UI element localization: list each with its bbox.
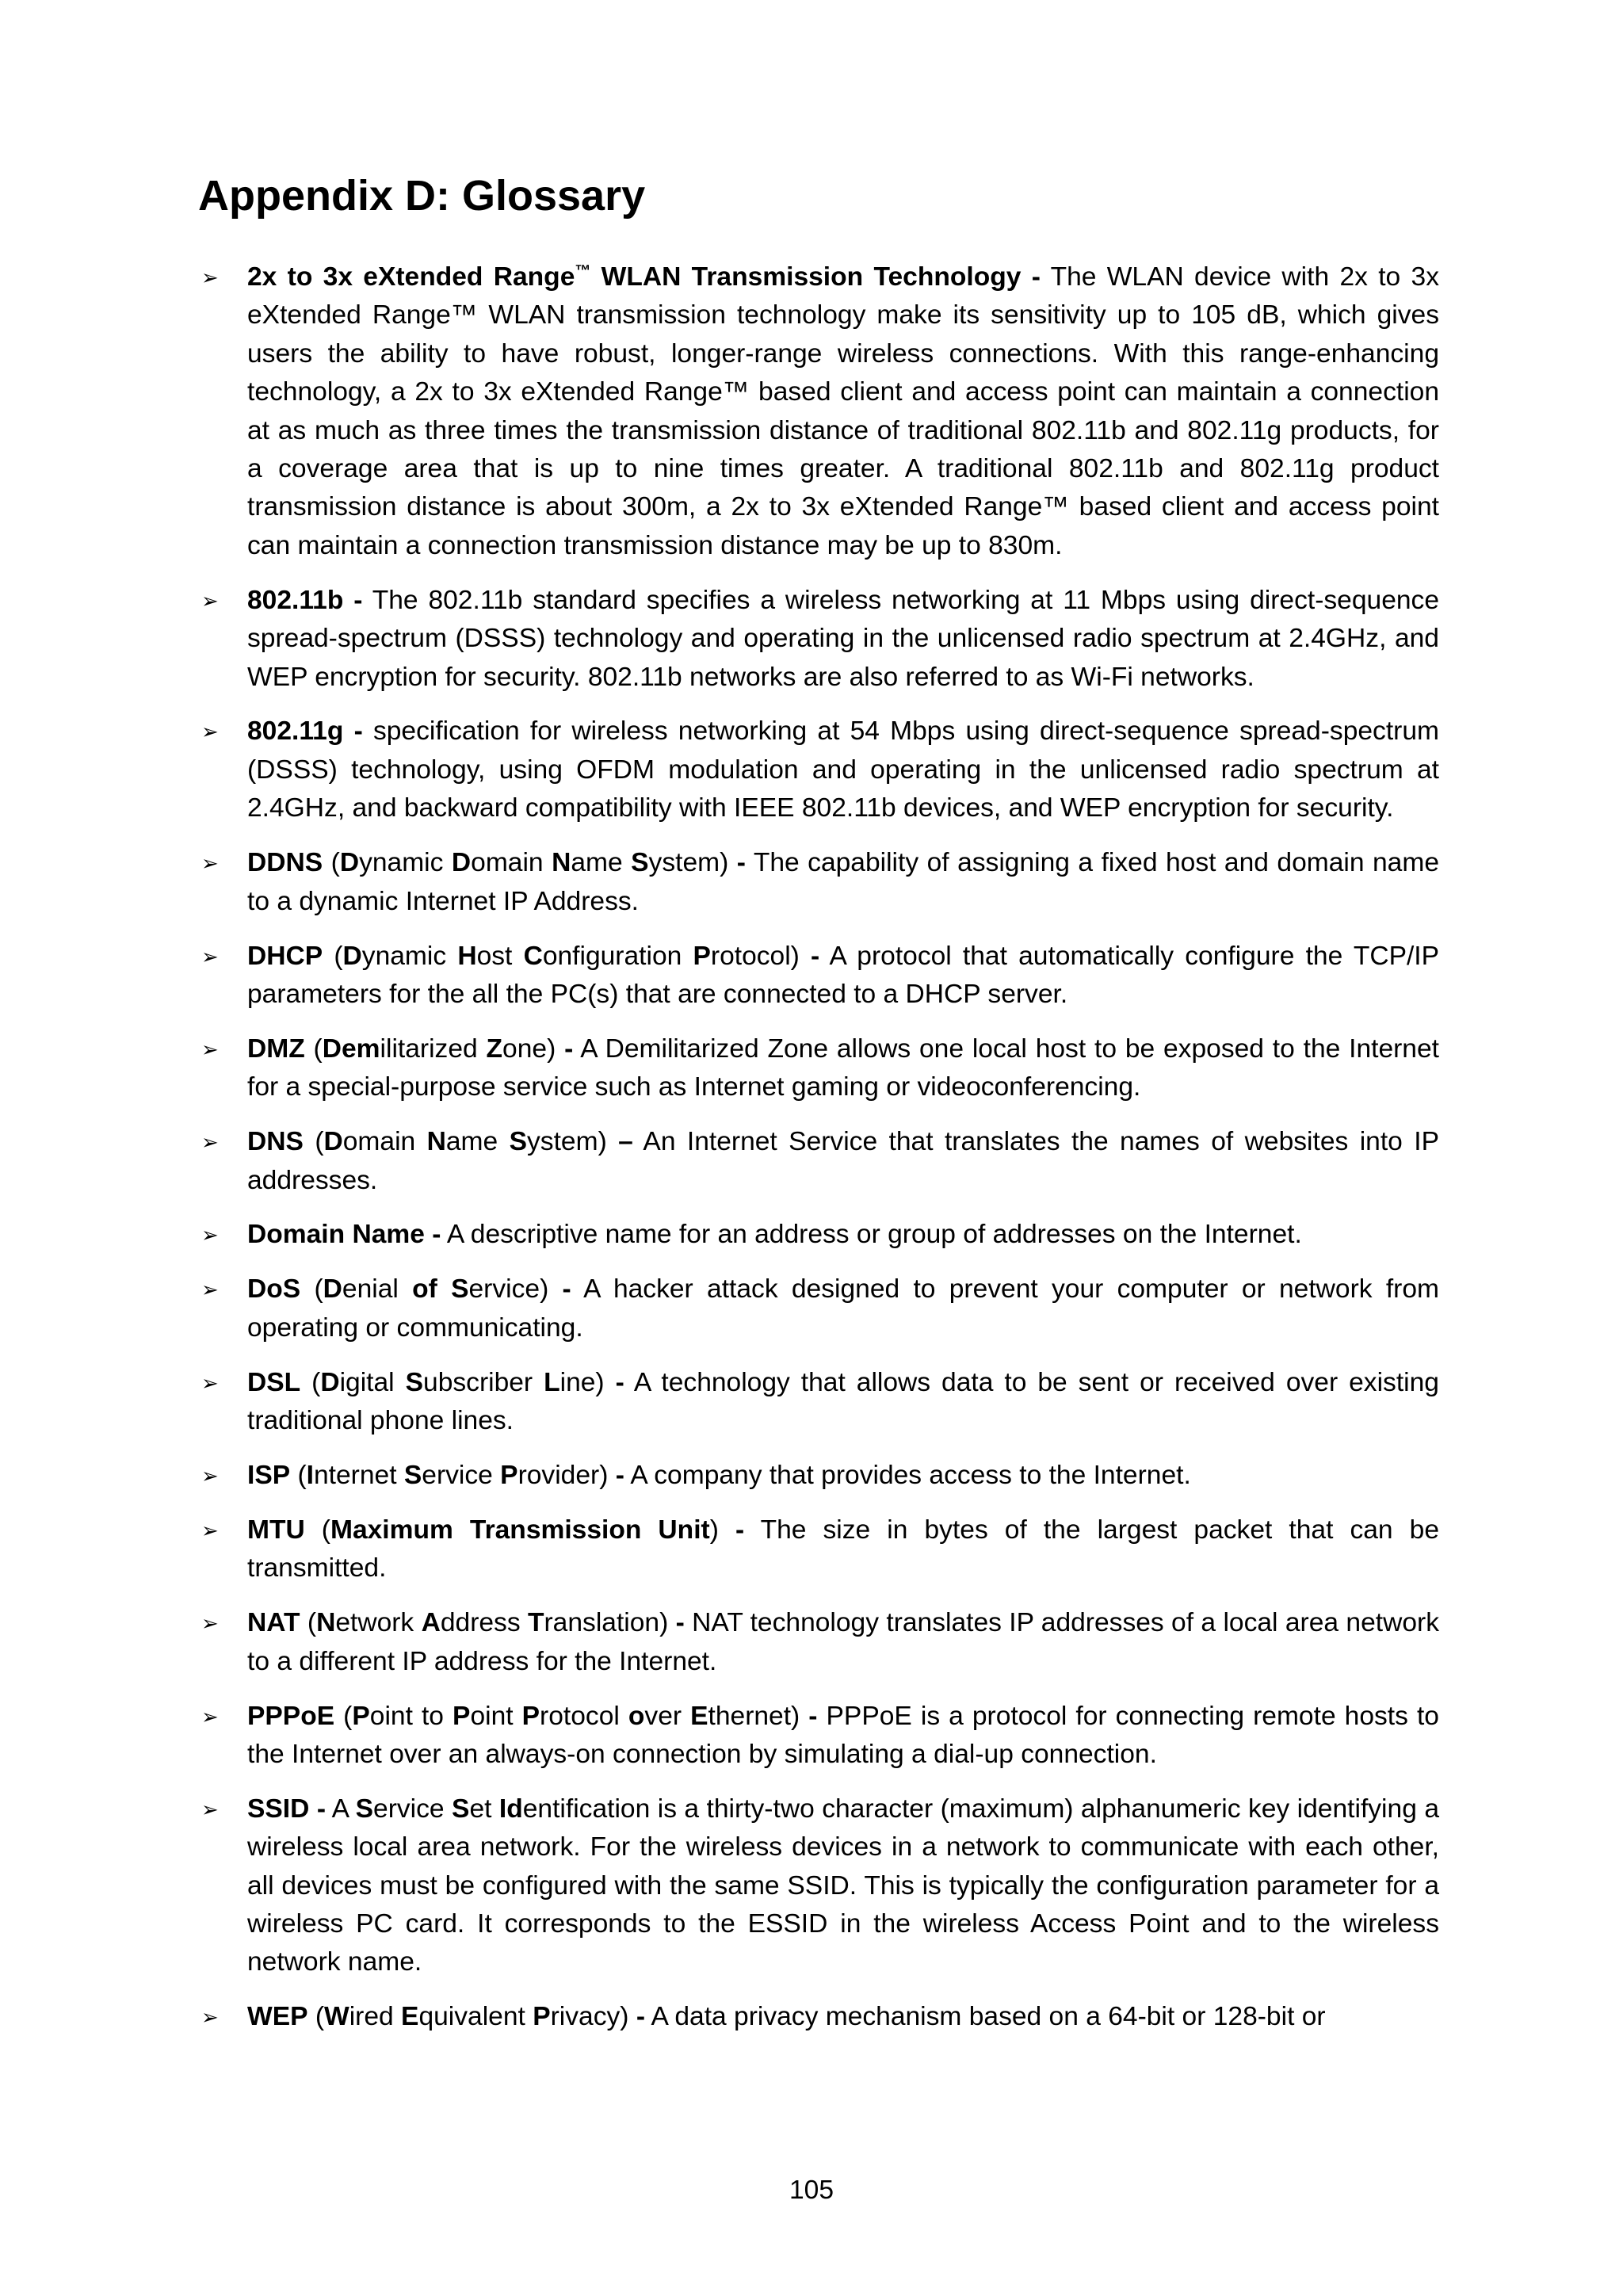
- glossary-term: ISP: [247, 1460, 291, 1490]
- definition-text: et: [469, 1794, 499, 1824]
- expansion-text: (: [323, 941, 343, 971]
- glossary-term: DHCP: [247, 941, 323, 971]
- expansion-text: ynamic: [359, 848, 452, 878]
- expansion-text: [437, 1274, 451, 1304]
- expansion-text: (: [300, 1367, 321, 1397]
- glossary-term: 2x to 3x eXtended Range: [247, 262, 575, 292]
- expansion-initial: E: [690, 1701, 708, 1731]
- expansion-initial: S: [451, 1274, 469, 1305]
- expansion-text: ystem): [648, 848, 737, 878]
- bullet-arrow-icon: ➢: [201, 720, 219, 744]
- glossary-definition: The 802.11b standard specifies a wireless networking at 11 Mbps using direct-sequence spread-spectrum (DSSS) technology and operating in the unlicensed radio spectrum at 2.4GHz, and WEP encryption for security. 802.11b networks are also referred to as Wi-Fi networks.: [247, 585, 1440, 692]
- expansion-text: oint to: [369, 1701, 453, 1731]
- glossary-entry-ssid: [198, 1790, 1439, 1982]
- expansion-initial: Dem: [322, 1033, 380, 1064]
- expansion-text: omain: [342, 1127, 427, 1157]
- expansion-initial: S: [403, 1460, 422, 1490]
- glossary-entry-80211b: [198, 582, 1439, 697]
- expansion-text: ame: [571, 848, 632, 878]
- definition-text: A: [326, 1794, 356, 1824]
- bullet-arrow-icon: ➢: [201, 1797, 219, 1821]
- glossary-term: DMZ: [247, 1033, 305, 1064]
- glossary-entry-dmz: [198, 1030, 1439, 1107]
- bullet-arrow-icon: ➢: [201, 1130, 219, 1155]
- glossary-definition: PPPoE is a protocol for connecting remote hosts to the Internet over an always-on connection by simulating a dial-up connection.: [247, 1701, 1439, 1769]
- bullet-arrow-icon: ➢: [201, 1704, 219, 1729]
- glossary-entry-80211g: [198, 712, 1439, 827]
- trademark-mark: ™: [575, 262, 591, 280]
- glossary-definition: An Internet Service that translates the names of websites into IP addresses.: [247, 1127, 1439, 1195]
- expansion-initial: P: [500, 1460, 518, 1490]
- glossary-entry-dsl: [198, 1364, 1439, 1441]
- expansion-text: ynamic: [361, 941, 458, 971]
- glossary-entry-pppoe: [198, 1698, 1439, 1775]
- expansion-initial: P: [533, 2002, 551, 2032]
- glossary-term: DoS: [247, 1274, 301, 1305]
- expansion-text: ilitarized: [380, 1033, 487, 1064]
- expansion-initial: L: [544, 1367, 560, 1397]
- expansion-text: ystem): [527, 1127, 619, 1157]
- bullet-arrow-icon: ➢: [201, 2005, 219, 2030]
- glossary-term: 802.11b -: [247, 585, 363, 615]
- expansion-text: oint: [470, 1701, 522, 1731]
- page-title: Appendix D: Glossary: [198, 172, 646, 220]
- expansion-initial: A: [421, 1608, 441, 1638]
- term-separator: –: [618, 1127, 633, 1157]
- expansion-text: ost: [476, 941, 524, 971]
- expansion-text: (: [290, 1460, 307, 1490]
- glossary-definition: The capability of assigning a fixed host and domain name to a dynamic Internet IP Address.: [247, 848, 1440, 916]
- term-separator: -: [615, 1367, 624, 1397]
- expansion-text: ubscriber: [423, 1367, 544, 1397]
- glossary-entry-isp: [198, 1457, 1439, 1495]
- definition-initial: Id: [498, 1794, 523, 1824]
- glossary-term: SSID -: [247, 1794, 327, 1824]
- expansion-text: (: [304, 1033, 323, 1064]
- glossary-definition: A descriptive name for an address or group of addresses on the Internet.: [441, 1220, 1302, 1250]
- bullet-arrow-icon: ➢: [201, 1370, 219, 1395]
- term-separator: -: [636, 2002, 645, 2032]
- term-separator: -: [735, 1515, 745, 1545]
- glossary-definition: The size in bytes of the largest packet that can be transmitted.: [247, 1515, 1440, 1584]
- expansion-text: one): [502, 1033, 565, 1064]
- bullet-arrow-icon: ➢: [201, 1278, 219, 1302]
- glossary-term: Domain Name -: [247, 1220, 441, 1250]
- glossary-definition: A technology that allows data to be sent or received over existing traditional phone lines.: [247, 1367, 1439, 1436]
- glossary-entry-dhcp: [198, 938, 1439, 1014]
- expansion-initial: D: [323, 1274, 342, 1305]
- expansion-initial: D: [451, 848, 472, 878]
- glossary-term: DSL: [247, 1367, 301, 1397]
- term-separator: -: [811, 941, 820, 971]
- bullet-arrow-icon: ➢: [201, 1037, 219, 1061]
- glossary-entry-dos: [198, 1270, 1439, 1347]
- expansion-initial: D: [339, 848, 360, 878]
- expansion-initial: N: [426, 1127, 446, 1157]
- expansion-initial: of: [412, 1274, 437, 1305]
- expansion-text: (: [334, 1701, 353, 1731]
- expansion-text: omain: [471, 848, 552, 878]
- term-separator: -: [808, 1701, 818, 1731]
- term-separator: -: [615, 1460, 624, 1490]
- expansion-initial: o: [628, 1701, 645, 1731]
- expansion-initial: D: [320, 1367, 340, 1397]
- expansion-text: rovider): [517, 1460, 616, 1490]
- glossary-term: 802.11g -: [247, 716, 363, 747]
- bullet-arrow-icon: ➢: [201, 1223, 219, 1247]
- glossary-definition: NAT technology translates IP addresses of a local area network to a different IP address for the Internet.: [247, 1608, 1439, 1676]
- expansion-text: (: [307, 2002, 325, 2032]
- bullet-arrow-icon: ➢: [201, 588, 219, 613]
- expansion-initial: T: [527, 1608, 544, 1638]
- term-separator: -: [736, 848, 746, 878]
- expansion-text: rotocol): [710, 941, 812, 971]
- expansion-text: ervice): [468, 1274, 563, 1305]
- definition-text: entification is a thirty-two character (maximum) alphanumeric key identifying a wireless local area network. For the wireless devices in a network to communicate with each other, all devices must be configured with the same SSID. This is typically the configuration parameter for a wireless PC card. It corresponds to the ESSID in the wireless Access Point and to the wireless network name.: [247, 1794, 1439, 1977]
- expansion-text: ver: [644, 1701, 691, 1731]
- expansion-initial: P: [521, 1701, 540, 1731]
- bullet-arrow-icon: ➢: [201, 1463, 219, 1488]
- expansion-initial: N: [552, 848, 571, 878]
- expansion-initial: Z: [486, 1033, 503, 1064]
- bullet-arrow-icon: ➢: [201, 1518, 219, 1542]
- glossary-entry-nat: [198, 1604, 1439, 1681]
- glossary-entry-dns: [198, 1123, 1439, 1200]
- glossary-term: PPPoE: [247, 1701, 335, 1731]
- expansion-initial: D: [323, 1127, 343, 1157]
- expansion-text: thernet): [708, 1701, 809, 1731]
- expansion-text: ): [709, 1515, 735, 1545]
- glossary-definition: A Demilitarized Zone allows one local host to be exposed to the Internet for a special-purpose service such as Internet gaming or videoconferencing.: [247, 1033, 1439, 1102]
- term-separator: -: [562, 1274, 571, 1305]
- bullet-arrow-icon: ➢: [201, 1611, 219, 1636]
- glossary-term: MTU: [247, 1515, 305, 1545]
- glossary-term: DNS: [247, 1127, 304, 1157]
- glossary-definition: A protocol that automatically configure the TCP/IP parameters for the all the PC(s) that are connected to a DHCP server.: [247, 941, 1440, 1009]
- glossary-list: [198, 258, 1439, 2053]
- glossary-entry-ddns: [198, 844, 1439, 921]
- expansion-text: (: [300, 1274, 323, 1305]
- expansion-text: enial: [342, 1274, 413, 1305]
- expansion-text: ranslation): [544, 1608, 676, 1638]
- expansion-initial: P: [693, 941, 711, 971]
- expansion-text: ine): [559, 1367, 616, 1397]
- expansion-text: etwork: [335, 1608, 422, 1638]
- definition-initial: S: [452, 1794, 470, 1824]
- expansion-text: nternet: [313, 1460, 404, 1490]
- expansion-text: ervice: [422, 1460, 501, 1490]
- definition-initial: S: [355, 1794, 374, 1824]
- expansion-initial: D: [342, 941, 362, 971]
- expansion-initial: S: [631, 848, 649, 878]
- expansion-initial: I: [306, 1460, 314, 1490]
- expansion-text: rivacy): [550, 2002, 636, 2032]
- glossary-entry-domain-name: [198, 1216, 1439, 1254]
- expansion-initial: E: [401, 2002, 419, 2032]
- glossary-term: WEP: [247, 2002, 308, 2032]
- expansion-initial: H: [457, 941, 477, 971]
- expansion-text: ired: [349, 2002, 402, 2032]
- glossary-definition: The WLAN device with 2x to 3x eXtended Range™ WLAN transmission technology make its sensitivity up to 105 dB, which gives users the ability to have robust, longer-range wireless connections. With this range-enhancing technology, a 2x to 3x eXtended Range™ based client and access point can maintain a connection at as much as three times the transmission distance of traditional 802.11b and 802.11g products, for a coverage area that is up to nine times greater. A traditional 802.11b and 802.11g product transmission distance is about 300m, a 2x to 3x eXtended Range™ based client and access point can maintain a connection transmission distance may be up to 830m.: [247, 262, 1439, 560]
- glossary-term: DDNS: [247, 848, 323, 878]
- term-separator: -: [564, 1033, 574, 1064]
- glossary-entry-extended-range: [198, 258, 1439, 565]
- expansion-text: ame: [445, 1127, 510, 1157]
- glossary-entry-mtu: [198, 1511, 1439, 1588]
- expansion-text: igital: [339, 1367, 406, 1397]
- expansion-text: onfiguration: [542, 941, 693, 971]
- glossary-term-continued: WLAN Transmission Technology -: [590, 262, 1041, 292]
- glossary-term: NAT: [247, 1608, 300, 1638]
- expansion-initial: P: [453, 1701, 471, 1731]
- expansion-text: (: [323, 848, 340, 878]
- page-number: 105: [789, 2176, 834, 2205]
- expansion-text: (: [304, 1515, 330, 1545]
- expansion-initial: P: [352, 1701, 370, 1731]
- glossary-definition: specification for wireless networking at 54 Mbps using direct-sequence spread-spectrum (DSSS) technology, using OFDM modulation and operating in the unlicensed radio spectrum at 2.4GHz, and backward compatibility with IEEE 802.11b devices, and WEP encryption for security.: [247, 716, 1439, 823]
- expansion-initial: S: [509, 1127, 528, 1157]
- glossary-definition: A company that provides access to the Internet.: [624, 1460, 1191, 1490]
- term-separator: -: [675, 1608, 685, 1638]
- expansion-text: rotocol: [540, 1701, 628, 1731]
- glossary-definition: A hacker attack designed to prevent your computer or network from operating or communicating.: [247, 1274, 1439, 1343]
- bullet-arrow-icon: ➢: [201, 944, 219, 968]
- expansion-text: ddress: [440, 1608, 528, 1638]
- expansion-text: (: [300, 1608, 317, 1638]
- expansion-text: (: [303, 1127, 324, 1157]
- expansion-initial: W: [324, 2002, 349, 2032]
- definition-text: ervice: [373, 1794, 453, 1824]
- bullet-arrow-icon: ➢: [201, 266, 219, 289]
- glossary-definition: A data privacy mechanism based on a 64-bit or 128-bit or: [645, 2002, 1326, 2032]
- expansion-initial: C: [523, 941, 543, 971]
- expansion-text: quivalent: [418, 2002, 533, 2032]
- bullet-arrow-icon: ➢: [201, 851, 219, 876]
- glossary-entry-wep: [198, 1998, 1439, 2036]
- expansion-initial: S: [405, 1367, 424, 1397]
- expansion-initial: N: [316, 1608, 336, 1638]
- expansion-initial: Maximum Transmission Unit: [330, 1515, 710, 1545]
